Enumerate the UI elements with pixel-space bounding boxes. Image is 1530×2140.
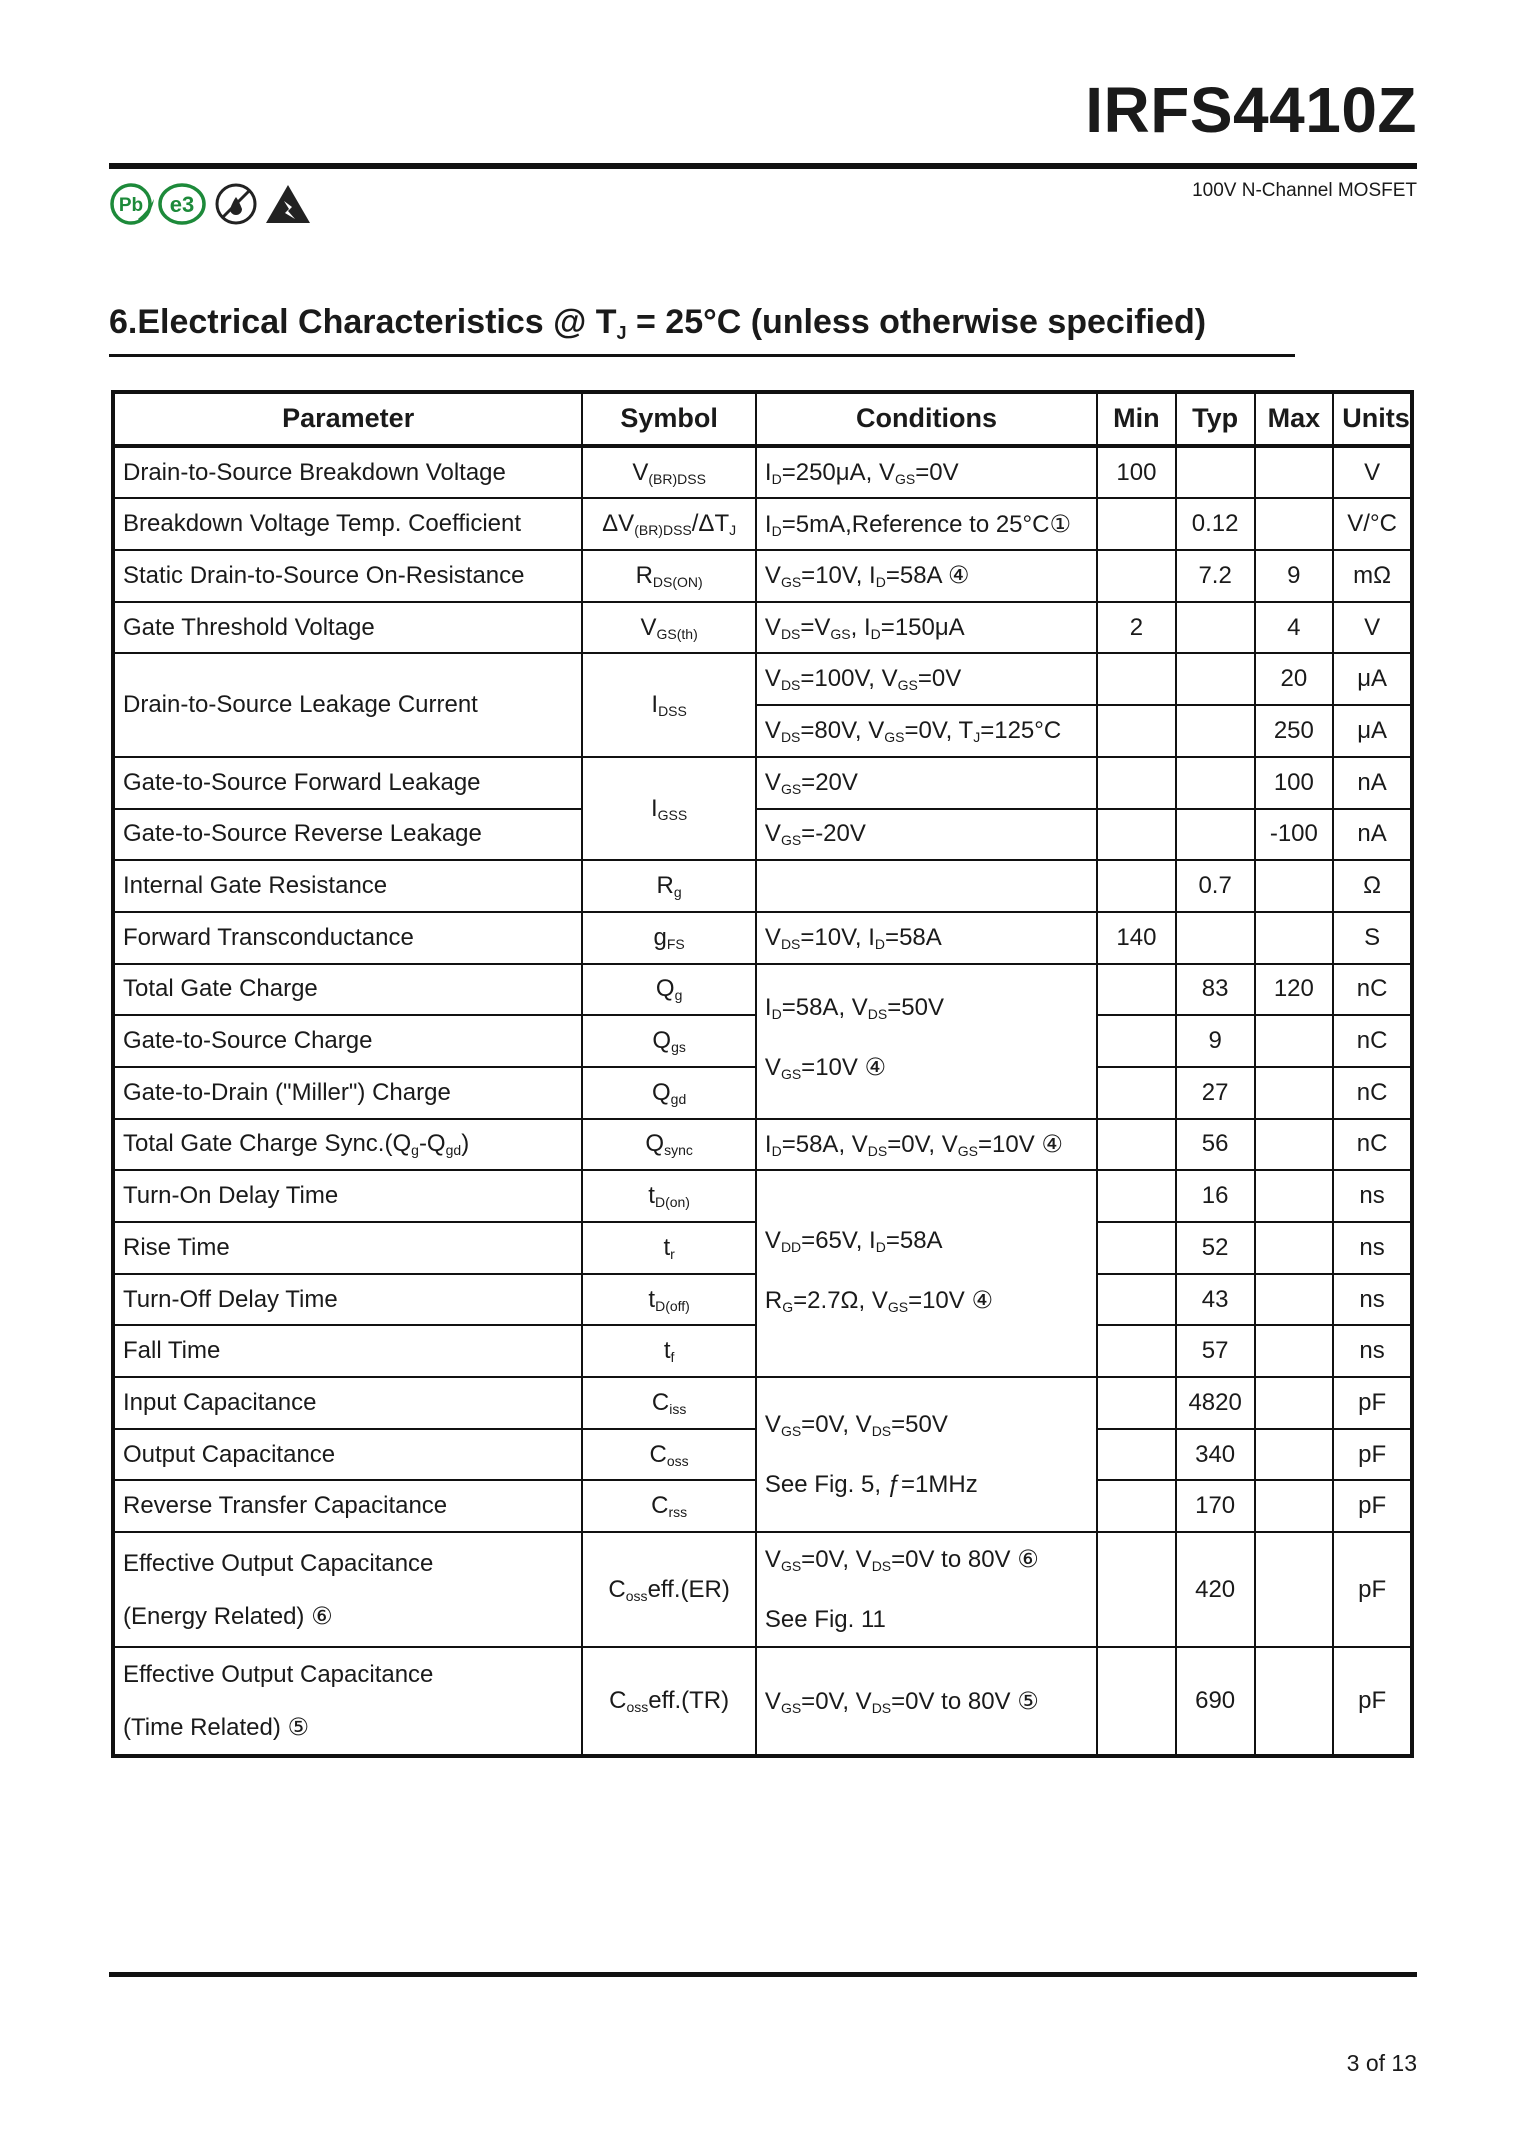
min-cell: [1097, 653, 1176, 705]
typ-cell: 7.2: [1176, 550, 1255, 602]
typ-cell: 690: [1176, 1647, 1255, 1756]
min-cell: [1097, 1532, 1176, 1647]
section-title: 6.Electrical Characteristics @ $T_J = 25^\circ C$ (unless otherwise specified): [109, 303, 1207, 343]
table-row: [113, 1377, 1412, 1429]
min-cell: [1097, 1647, 1176, 1756]
max-cell: [1255, 1015, 1334, 1067]
min-cell: [1097, 1274, 1176, 1326]
conditions-cell: $V_{DS}=V_{GS}$, $I_D=150\mu A$: [756, 602, 1097, 654]
parameter-cell: Input Capacitance: [113, 1377, 582, 1429]
header-max: Max: [1255, 392, 1334, 446]
parameter-cell: Reverse Transfer Capacitance: [113, 1480, 582, 1532]
units-cell: μA: [1333, 705, 1412, 757]
parameter-cell: Internal Gate Resistance: [113, 860, 582, 912]
units-cell: pF: [1333, 1429, 1412, 1481]
min-cell: [1097, 1480, 1176, 1532]
max-cell: 20: [1255, 653, 1334, 705]
symbol-cell: $Q_{gs}$: [582, 1015, 756, 1067]
symbol-cell: $\Delta V_{(BR)DSS}/\Delta T_J$: [582, 498, 756, 550]
units-cell: nC: [1333, 964, 1412, 1016]
conditions-cell: $V_{GS}=-20V$: [756, 809, 1097, 861]
min-cell: [1097, 1015, 1176, 1067]
parameter-cell: Forward Transconductance: [113, 912, 582, 964]
table-row: [113, 498, 1412, 550]
parameter-cell: Turn-On Delay Time: [113, 1170, 582, 1222]
symbol-cell: $I_{DSS}$: [582, 653, 756, 756]
header-conditions: Conditions: [756, 392, 1097, 446]
max-cell: [1255, 1480, 1334, 1532]
typ-cell: 4820: [1176, 1377, 1255, 1429]
typ-cell: 0.12: [1176, 498, 1255, 550]
parameter-cell: Rise Time: [113, 1222, 582, 1274]
conditions-cell: $V_{DS}=100V$, $V_{GS}=0V$: [756, 653, 1097, 705]
conditions-cell: $I_D=5mA,Reference$ to 25°C①: [756, 498, 1097, 550]
parameter-cell: Effective Output Capacitance (Time Related) ⑤: [113, 1647, 582, 1756]
max-cell: 250: [1255, 705, 1334, 757]
units-cell: V: [1333, 602, 1412, 654]
units-cell: pF: [1333, 1647, 1412, 1756]
units-cell: mΩ: [1333, 550, 1412, 602]
symbol-cell: $R_g$: [582, 860, 756, 912]
conditions-cell: $I_D=58A$, $V_{DS}=0V$, $V_{GS}=10V$ ④: [756, 1119, 1097, 1171]
typ-cell: 170: [1176, 1480, 1255, 1532]
typ-cell: 56: [1176, 1119, 1255, 1171]
parameter-cell: Gate-to-Drain ("Miller") Charge: [113, 1067, 582, 1119]
table-row: [113, 1532, 1412, 1647]
table-row: [113, 446, 1412, 499]
parameter-cell: Gate-to-Source Reverse Leakage: [113, 809, 582, 861]
rohs-halogen-free-icon: [217, 185, 255, 223]
typ-cell: [1176, 446, 1255, 499]
min-cell: 2: [1097, 602, 1176, 654]
units-cell: Ω: [1333, 860, 1412, 912]
section-title-underline: [109, 354, 1295, 357]
units-cell: nA: [1333, 809, 1412, 861]
parameter-cell: Static Drain-to-Source On-Resistance: [113, 550, 582, 602]
max-cell: [1255, 860, 1334, 912]
units-cell: pF: [1333, 1480, 1412, 1532]
min-cell: [1097, 1222, 1176, 1274]
max-cell: [1255, 912, 1334, 964]
typ-cell: 16: [1176, 1170, 1255, 1222]
parameter-cell: Effective Output Capacitance (Energy Related) ⑥: [113, 1532, 582, 1647]
typ-cell: 9: [1176, 1015, 1255, 1067]
table-header-row: [113, 392, 1412, 446]
typ-cell: [1176, 602, 1255, 654]
symbol-cell: $R_{DS(ON)}$: [582, 550, 756, 602]
units-cell: nC: [1333, 1067, 1412, 1119]
conditions-cell: $V_{GS}=20V$: [756, 757, 1097, 809]
conditions-cell: $V_{GS}=0V$, $V_{DS}=0V$ to 80V ⑥ See Fig. 11: [756, 1532, 1097, 1647]
esd-sensitive-icon: [266, 185, 310, 223]
units-cell: nA: [1333, 757, 1412, 809]
conditions-cell: $V_{GS}=0V$, $V_{DS}=0V$ to 80V ⑤: [756, 1647, 1097, 1756]
max-cell: [1255, 498, 1334, 550]
parameter-cell: Total Gate Charge: [113, 964, 582, 1016]
conditions-cell: $V_{GS}=0V$, $V_{DS}=50V$ See Fig. 5, ƒ=1MHz: [756, 1377, 1097, 1532]
conditions-cell: $I_D=250\mu A$, $V_{GS}=0V$: [756, 446, 1097, 499]
symbol-cell: $t_r$: [582, 1222, 756, 1274]
max-cell: [1255, 1222, 1334, 1274]
max-cell: [1255, 1325, 1334, 1377]
max-cell: 100: [1255, 757, 1334, 809]
min-cell: [1097, 1119, 1176, 1171]
units-cell: ns: [1333, 1325, 1412, 1377]
parameter-cell: Gate-to-Source Forward Leakage: [113, 757, 582, 809]
svg-text:e3: e3: [169, 192, 195, 217]
typ-cell: [1176, 705, 1255, 757]
parameter-cell: Total Gate Charge $Sync.(Q_g-Q_{gd})$: [113, 1119, 582, 1171]
page-number: 3 of 13: [1346, 2050, 1417, 2076]
symbol-cell: $V_{GS(th)}$: [582, 602, 756, 654]
symbol-cell: $Q_{gd}$: [582, 1067, 756, 1119]
min-cell: [1097, 809, 1176, 861]
max-cell: [1255, 1377, 1334, 1429]
min-cell: [1097, 550, 1176, 602]
table-row: [113, 1647, 1412, 1756]
conditions-cell: $V_{DS}=10V$, $I_D=58A$: [756, 912, 1097, 964]
max-cell: [1255, 1532, 1334, 1647]
symbol-cell: $C_{rss}$: [582, 1480, 756, 1532]
units-cell: pF: [1333, 1532, 1412, 1647]
units-cell: V/°C: [1333, 498, 1412, 550]
units-cell: S: [1333, 912, 1412, 964]
table-body: [113, 446, 1412, 1756]
min-cell: [1097, 1325, 1176, 1377]
table-row: [113, 1170, 1412, 1222]
max-cell: 120: [1255, 964, 1334, 1016]
min-cell: [1097, 1377, 1176, 1429]
typ-cell: [1176, 809, 1255, 861]
parameter-cell: Gate Threshold Voltage: [113, 602, 582, 654]
symbol-cell: $Q_{sync}$: [582, 1119, 756, 1171]
table-row: [113, 1119, 1412, 1171]
units-cell: ns: [1333, 1274, 1412, 1326]
min-cell: 100: [1097, 446, 1176, 499]
max-cell: -100: [1255, 809, 1334, 861]
min-cell: [1097, 757, 1176, 809]
header-typ: Typ: [1176, 392, 1255, 446]
table-row: [113, 602, 1412, 654]
symbol-cell: $V_{(BR)DSS}$: [582, 446, 756, 499]
header-symbol: Symbol: [582, 392, 756, 446]
units-cell: pF: [1333, 1377, 1412, 1429]
svg-text:Pb: Pb: [118, 195, 144, 216]
min-cell: [1097, 1067, 1176, 1119]
table-row: [113, 653, 1412, 705]
table-row: [113, 860, 1412, 912]
typ-cell: 340: [1176, 1429, 1255, 1481]
parameter-cell: Gate-to-Source Charge: [113, 1015, 582, 1067]
max-cell: [1255, 1647, 1334, 1756]
typ-cell: 83: [1176, 964, 1255, 1016]
max-cell: [1255, 1170, 1334, 1222]
symbol-cell: $Q_g$: [582, 964, 756, 1016]
units-cell: nC: [1333, 1119, 1412, 1171]
min-cell: [1097, 860, 1176, 912]
parameter-cell: Drain-to-Source Breakdown Voltage: [113, 446, 582, 499]
units-cell: μA: [1333, 653, 1412, 705]
compliance-icons: [108, 179, 318, 229]
conditions-cell: [756, 860, 1097, 912]
parameter-cell: Output Capacitance: [113, 1429, 582, 1481]
typ-cell: [1176, 653, 1255, 705]
units-cell: V: [1333, 446, 1412, 499]
header-parameter: Parameter: [113, 392, 582, 446]
table-row: [113, 964, 1412, 1016]
units-cell: ns: [1333, 1170, 1412, 1222]
header-units: Units: [1333, 392, 1412, 446]
symbol-cell: $C_{oss}eff.(ER)$: [582, 1532, 756, 1647]
pb-free-icon: [112, 185, 154, 223]
conditions-cell: $V_{DD}=65V$, $I_D=58A$ $R_G=2.7\Omega$, $V_{GS}=10V$ ④: [756, 1170, 1097, 1377]
symbol-cell: $C_{oss}eff.(TR)$: [582, 1647, 756, 1756]
max-cell: [1255, 446, 1334, 499]
max-cell: 9: [1255, 550, 1334, 602]
min-cell: [1097, 498, 1176, 550]
header-min: Min: [1097, 392, 1176, 446]
device-subtitle: 100V N-Channel MOSFET: [1192, 180, 1417, 201]
table-row: [113, 550, 1412, 602]
symbol-cell: $I_{GSS}$: [582, 757, 756, 860]
max-cell: [1255, 1067, 1334, 1119]
units-cell: nC: [1333, 1015, 1412, 1067]
typ-cell: 52: [1176, 1222, 1255, 1274]
table-row: [113, 757, 1412, 809]
parameter-cell: Fall Time: [113, 1325, 582, 1377]
symbol-cell: $t_{D(off)}$: [582, 1274, 756, 1326]
max-cell: 4: [1255, 602, 1334, 654]
typ-cell: 27: [1176, 1067, 1255, 1119]
min-cell: [1097, 705, 1176, 757]
typ-cell: 420: [1176, 1532, 1255, 1647]
max-cell: [1255, 1429, 1334, 1481]
typ-cell: [1176, 912, 1255, 964]
typ-cell: 0.7: [1176, 860, 1255, 912]
max-cell: [1255, 1119, 1334, 1171]
typ-cell: 57: [1176, 1325, 1255, 1377]
header-divider: [109, 163, 1417, 169]
conditions-cell: $V_{DS}=80V$, $V_{GS}=0V$, $T_J=125^\circ C$: [756, 705, 1097, 757]
conditions-cell: $I_D=58A$, $V_{DS}=50V$ $V_{GS}=10V$ ④: [756, 964, 1097, 1119]
parameter-cell: Breakdown Voltage Temp. Coefficient: [113, 498, 582, 550]
min-cell: 140: [1097, 912, 1176, 964]
min-cell: [1097, 1429, 1176, 1481]
table-row: [113, 809, 1412, 861]
min-cell: [1097, 964, 1176, 1016]
symbol-cell: $C_{iss}$: [582, 1377, 756, 1429]
electrical-characteristics-table: [111, 390, 1414, 1758]
max-cell: [1255, 1274, 1334, 1326]
symbol-cell: $t_f$: [582, 1325, 756, 1377]
part-number-title: IRFS4410Z: [1085, 74, 1417, 146]
conditions-cell: $V_{GS}=10V$, $I_D=58A$ ④: [756, 550, 1097, 602]
table-row: [113, 912, 1412, 964]
min-cell: [1097, 1170, 1176, 1222]
parameter-cell: Turn-Off Delay Time: [113, 1274, 582, 1326]
e3-icon: [160, 185, 204, 223]
symbol-cell: $C_{oss}$: [582, 1429, 756, 1481]
typ-cell: [1176, 757, 1255, 809]
units-cell: ns: [1333, 1222, 1412, 1274]
typ-cell: 43: [1176, 1274, 1255, 1326]
symbol-cell: $t_{D(on)}$: [582, 1170, 756, 1222]
footer-divider: [109, 1972, 1417, 1977]
symbol-cell: $g_{FS}$: [582, 912, 756, 964]
parameter-cell: Drain-to-Source Leakage Current: [113, 653, 582, 756]
